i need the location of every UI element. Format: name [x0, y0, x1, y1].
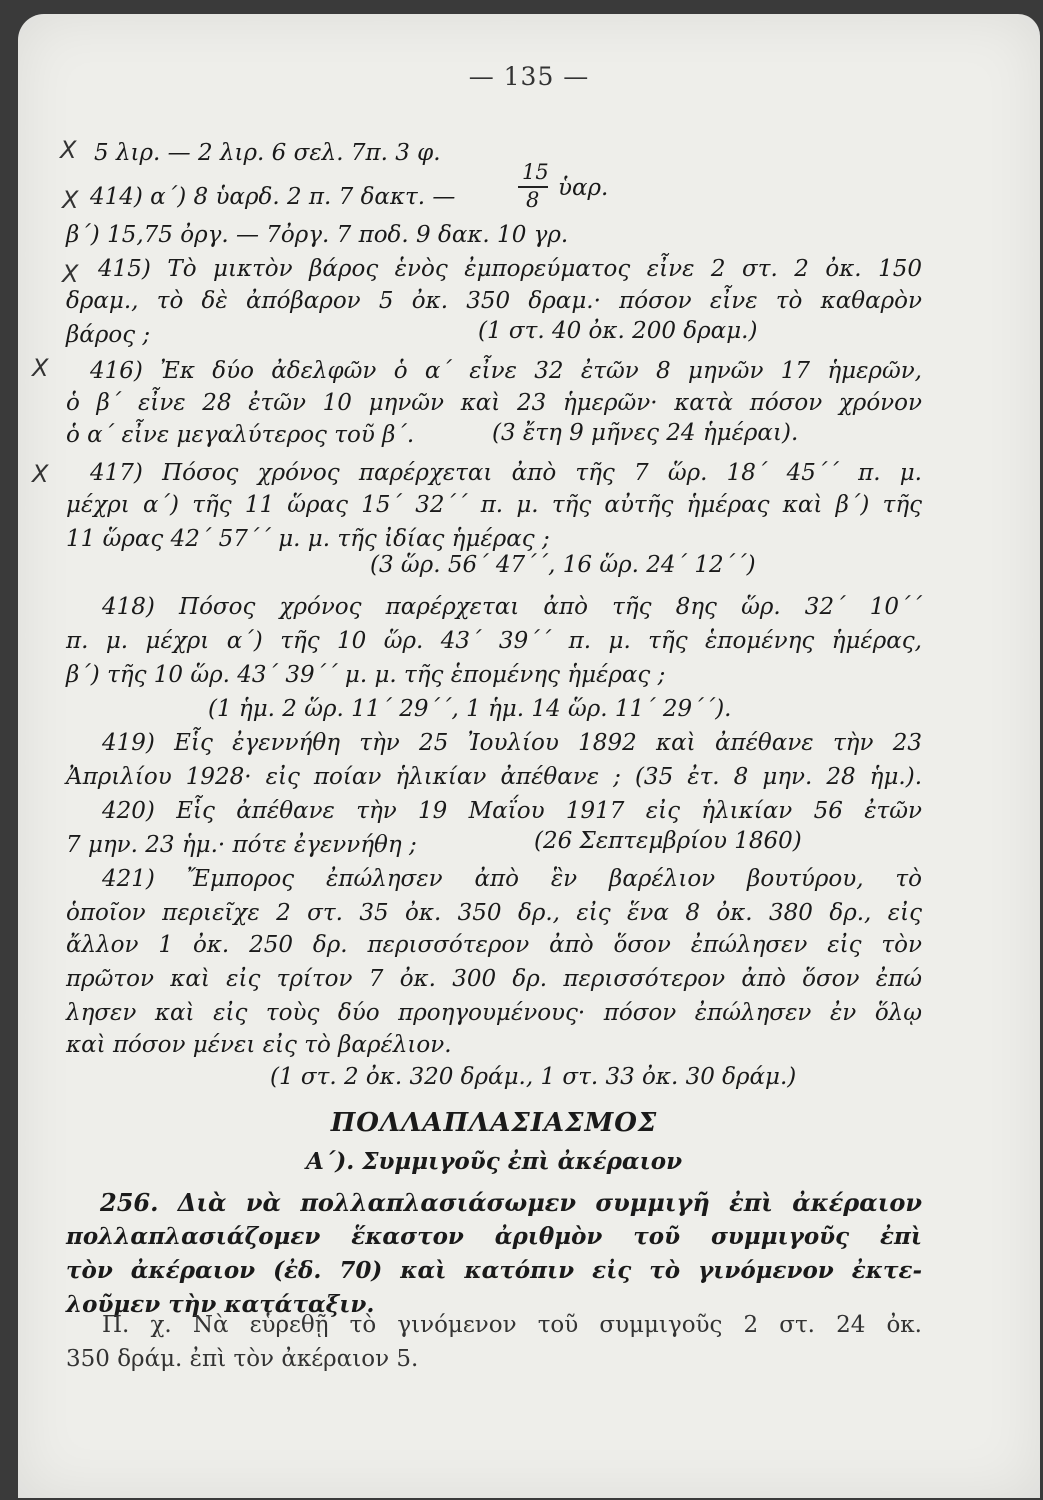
rule-line-3: τὸν ἀκέραιον (ἐδ. 70) καὶ κατόπιν εἰς τὸ γινόμενον ἐκτε- — [66, 1257, 922, 1284]
fraction-denominator: 8 — [526, 188, 540, 212]
rule-line-1: 256. Διὰ νὰ πολλαπλασιάσωμεν συμμιγῆ ἐπὶ ἀκέραιον — [100, 1188, 922, 1217]
text-line-21: ὁποῖον περιεῖχε 2 στ. 35 ὀκ. 350 δρ., εἰς ἕνα 8 ὀκ. 380 δρ., εἰς — [66, 900, 922, 926]
text-line-5: δραμ., τὸ δὲ ἀπόβαρον 5 ὀκ. 350 δραμ.· πόσον εἶνε τὸ καθαρὸν — [66, 288, 922, 314]
text-line-3: β΄) 15,75 ὀργ. — 7ὀργ. 7 ποδ. 9 δακ. 10 γρ. — [66, 222, 569, 248]
example-line-2: 350 δράμ. ἐπὶ τὸν ἀκέραιον 5. — [66, 1346, 419, 1372]
subsection-heading: Α΄). Συμμιγοῦς ἐπὶ ἀκέραιον — [305, 1148, 683, 1175]
text-line-4: 415) Τὸ μικτὸν βάρος ἑνὸς ἐμπορεύματος εἶνε 2 στ. 2 ὀκ. 150 — [98, 256, 922, 282]
book-page — [18, 14, 1040, 1498]
text-line-1: 5 λιρ. — 2 λιρ. 6 σελ. 7π. 3 φ. — [94, 140, 441, 166]
text-line-8: ὁ β΄ εἶνε 28 ἐτῶν 10 μηνῶν καὶ 23 ἡμερῶν· κατὰ πόσον χρόνον — [66, 390, 922, 416]
text-line-7: 416) Ἐκ δύο ἀδελφῶν ὁ α΄ εἶνε 32 ἐτῶν 8 μηνῶν 17 ἡμερῶν, — [90, 358, 922, 384]
text-line-22: ἄλλον 1 ὀκ. 250 δρ. περισσότερον ἀπὸ ὅσον ἐπώλησεν εἰς τὸν — [66, 932, 922, 958]
fraction-numerator: 15 — [522, 160, 549, 184]
rule-line-2: πολλαπλασιάζομεν ἕκαστον ἀριθμὸν τοῦ συμμιγοῦς ἐπὶ — [66, 1223, 922, 1250]
handwritten-check-mark-3: Χ — [62, 260, 79, 288]
text-line-14: π. μ. μέχρι α΄) τῆς 10 ὥρ. 43΄ 39΄΄ π. μ. τῆς ἑπομένης ἡμέρας, — [66, 628, 922, 654]
text-line-16: 419) Εἷς ἐγεννήθη τὴν 25 Ἰουλίου 1892 καὶ ἀπέθανε τὴν 23 — [102, 730, 922, 756]
answer-415: (1 στ. 40 ὀκ. 200 δραμ.) — [478, 318, 758, 344]
section-heading: ΠΟΛΛΑΠΛΑΣΙΑΣΜΟΣ — [330, 1108, 658, 1138]
fraction-unit: ὑαρ. — [558, 175, 609, 201]
text-line-19: 7 μην. 23 ἡμ.· πότε ἐγεννήθη ; — [66, 832, 417, 858]
text-line-23: πρῶτον καὶ εἰς τρίτον 7 ὀκ. 300 δρ. περισσότερον ἀπὸ ὅσον ἐπώ — [66, 966, 922, 992]
text-line-13: 418) Πόσος χρόνος παρέρχεται ἀπὸ τῆς 8ης ὥρ. 32΄ 10΄΄ — [102, 594, 922, 620]
text-line-9: ὁ α΄ εἶνε μεγαλύτερος τοῦ β΄. — [66, 422, 415, 448]
rule-line-4: λοῦμεν τὴν κατάταξιν. — [66, 1291, 375, 1318]
text-line-25: καὶ πόσον μένει εἰς τὸ βαρέλιον. — [66, 1032, 452, 1058]
text-line-17: Ἀπριλίου 1928· εἰς ποίαν ἡλικίαν ἀπέθανε ; (35 ἐτ. 8 μην. 28 ἡμ.). — [66, 764, 922, 790]
handwritten-check-mark-5: Χ — [32, 460, 49, 488]
handwritten-check-mark-1: Χ — [60, 136, 77, 164]
answer-421: (1 στ. 2 ὀκ. 320 δράμ., 1 στ. 33 ὀκ. 30 δράμ.) — [270, 1064, 797, 1090]
text-line-12: 11 ὥρας 42΄ 57΄΄ μ. μ. τῆς ἰδίας ἡμέρας ; — [66, 526, 550, 552]
text-line-24: λησεν καὶ εἰς τοὺς δύο προηγουμένους· πόσον ἐπώλησεν ἐν ὅλῳ — [66, 1000, 922, 1026]
text-line-2: 414) α΄) 8 ὑαρδ. 2 π. 7 δακτ. — — [90, 184, 456, 210]
page-number: — 135 — — [468, 62, 590, 91]
text-line-10: 417) Πόσος χρόνος παρέρχεται ἀπὸ τῆς 7 ὥρ. 18΄ 45΄΄ π. μ. — [90, 460, 922, 486]
answer-416: (3 ἔτη 9 μῆνες 24 ἡμέραι). — [492, 420, 799, 446]
example-line-1: Π. χ. Νὰ εὑρεθῇ τὸ γινόμενον τοῦ συμμιγοῦς 2 στ. 24 ὀκ. — [102, 1312, 922, 1338]
handwritten-check-mark-2: Χ — [62, 186, 79, 214]
text-line-18: 420) Εἷς ἀπέθανε τὴν 19 Μαΐου 1917 εἰς ἡλικίαν 56 ἐτῶν — [102, 798, 922, 824]
answer-420: (26 Σεπτεμβρίου 1860) — [534, 828, 802, 854]
handwritten-check-mark-4: Χ — [32, 354, 49, 382]
text-line-11: μέχρι α΄) τῆς 11 ὥρας 15΄ 32΄΄ π. μ. τῆς αὐτῆς ἡμέρας καὶ β΄) τῆς — [66, 492, 922, 518]
text-line-15: β΄) τῆς 10 ὥρ. 43΄ 39΄΄ μ. μ. τῆς ἑπομένης ἡμέρας ; — [66, 662, 666, 688]
text-line-6: βάρος ; — [66, 322, 151, 348]
answer-418: (1 ἡμ. 2 ὥρ. 11΄ 29΄΄, 1 ἡμ. 14 ὥρ. 11΄ 29΄΄). — [208, 696, 732, 722]
text-line-20: 421) Ἔμπορος ἐπώλησεν ἀπὸ ἓν βαρέλιον βουτύρου, τὸ — [102, 866, 922, 892]
answer-417: (3 ὥρ. 56΄ 47΄΄, 16 ὥρ. 24΄ 12΄΄) — [370, 552, 756, 578]
